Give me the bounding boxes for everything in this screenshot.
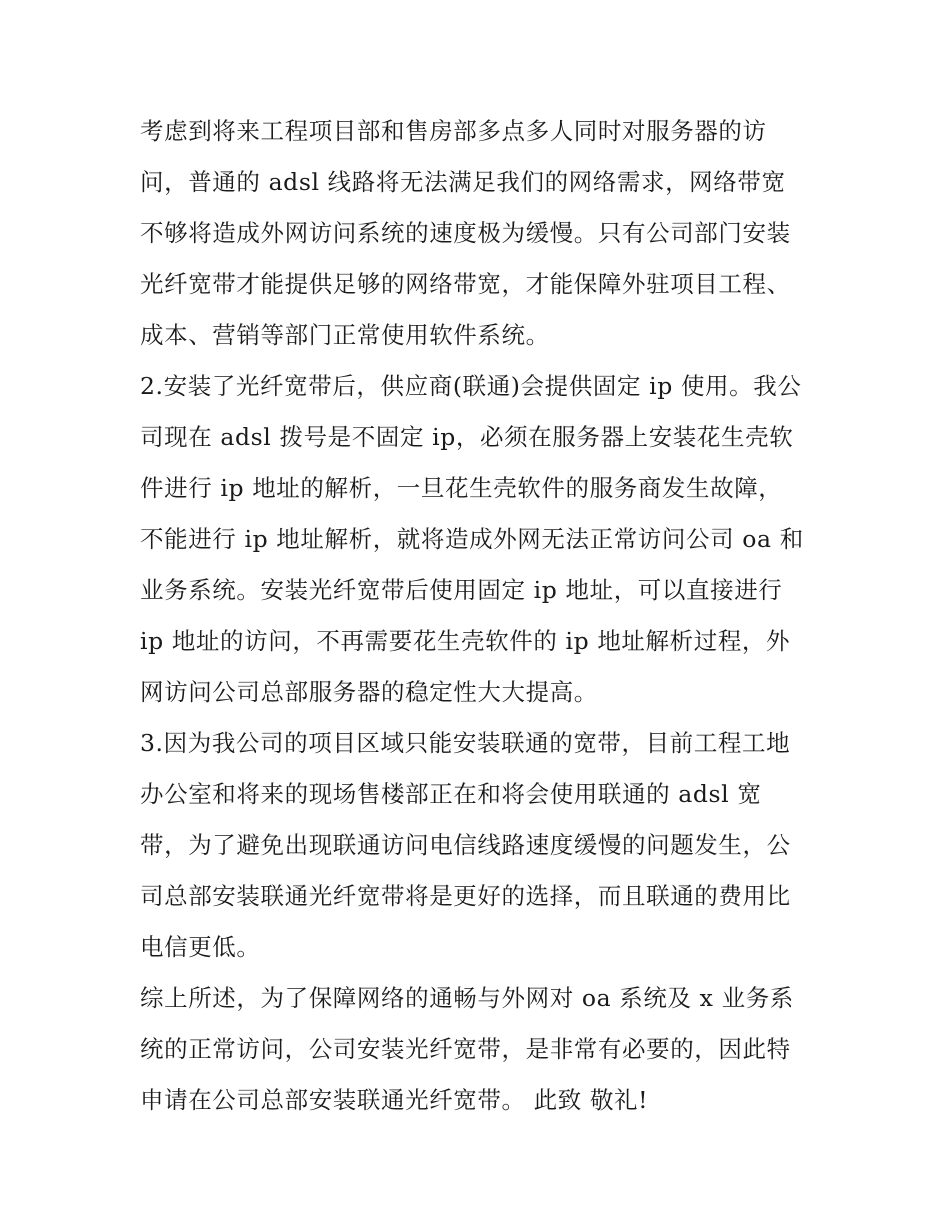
text-line-18: 综上所述，为了保障网络的通畅与外网对 oa 系统及 x 业务系 bbox=[140, 984, 794, 1012]
text-line-20: 申请在公司总部安装联通光纤宽带。 此致 敬礼! bbox=[140, 1086, 649, 1114]
text-line-12: 网访问公司总部服务器的稳定性大大提高。 bbox=[140, 678, 598, 706]
text-line-10: 业务系统。安装光纤宽带后使用固定 ip 地址，可以直接进行 bbox=[140, 576, 783, 604]
text-line-15: 带，为了避免出现联通访问电信线路速度缓慢的问题发生，公 bbox=[140, 831, 791, 859]
text-line-19: 统的正常访问，公司安装光纤宽带，是非常有必要的，因此特 bbox=[140, 1035, 791, 1063]
text-line-17: 电信更低。 bbox=[140, 933, 261, 961]
document-body bbox=[140, 106, 820, 1126]
text-line-16: 司总部安装联通光纤宽带将是更好的选择，而且联通的费用比 bbox=[140, 882, 791, 910]
text-line-1: 考虑到将来工程项目部和售房部多点多人同时对服务器的访 bbox=[140, 117, 767, 145]
text-line-7: 司现在 adsl 拨号是不固定 ip，必须在服务器上安装花生壳软 bbox=[140, 423, 794, 451]
text-line-9: 不能进行 ip 地址解析，就将造成外网无法正常访问公司 oa 和 bbox=[140, 525, 804, 553]
text-line-6: 2.安装了光纤宽带后，供应商(联通)会提供固定 ip 使用。我公 bbox=[140, 372, 802, 400]
text-line-14: 办公室和将来的现场售楼部正在和将会使用联通的 adsl 宽 bbox=[140, 780, 762, 808]
text-line-3: 不够将造成外网访问系统的速度极为缓慢。只有公司部门安装 bbox=[140, 219, 791, 247]
text-line-8: 件进行 ip 地址的解析，一旦花生壳软件的服务商发生故障， bbox=[140, 474, 783, 502]
text-line-2: 问，普通的 adsl 线路将无法满足我们的网络需求，网络带宽 bbox=[140, 168, 786, 196]
text-line-11: ip 地址的访问，不再需要花生壳软件的 ip 地址解析过程，外 bbox=[140, 627, 791, 655]
text-line-5: 成本、营销等部门正常使用软件系统。 bbox=[140, 321, 550, 349]
text-line-4: 光纤宽带才能提供足够的网络带宽，才能保障外驻项目工程、 bbox=[140, 270, 791, 298]
text-line-13: 3.因为我公司的项目区域只能安装联通的宽带，目前工程工地 bbox=[140, 729, 791, 757]
